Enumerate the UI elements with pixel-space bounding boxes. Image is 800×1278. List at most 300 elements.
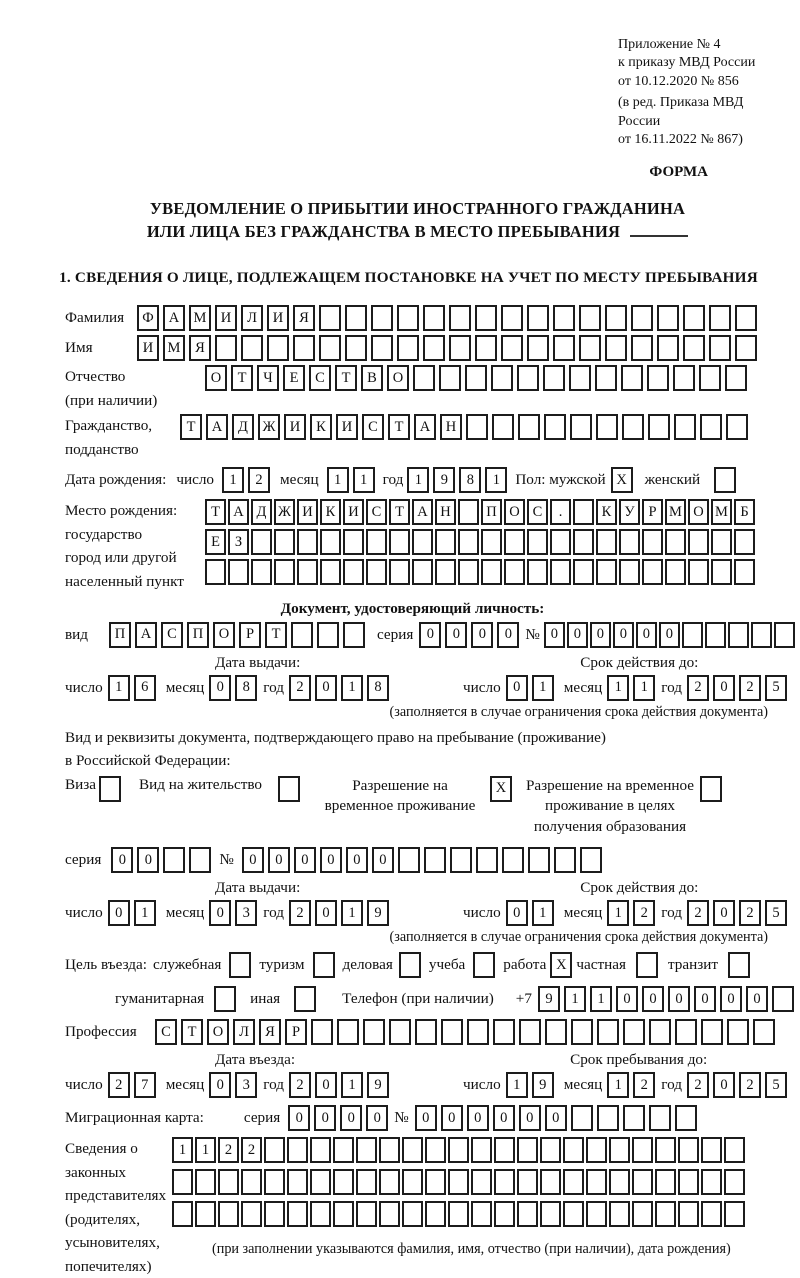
char-cell[interactable]: Л bbox=[241, 305, 263, 331]
char-cell[interactable] bbox=[609, 1137, 630, 1163]
char-cell[interactable] bbox=[319, 305, 341, 331]
char-cell[interactable]: 9 bbox=[532, 1072, 554, 1098]
char-cell[interactable] bbox=[596, 414, 618, 440]
char-cell[interactable]: К bbox=[596, 499, 617, 525]
char-cell[interactable]: 5 bbox=[765, 1072, 787, 1098]
char-cell[interactable] bbox=[517, 365, 539, 391]
char-cell[interactable] bbox=[545, 1019, 567, 1045]
char-cell[interactable] bbox=[218, 1169, 239, 1195]
char-cell[interactable] bbox=[458, 499, 479, 525]
char-cell[interactable] bbox=[356, 1137, 377, 1163]
char-cell[interactable] bbox=[623, 1019, 645, 1045]
char-cell[interactable] bbox=[682, 622, 703, 648]
char-cell[interactable] bbox=[705, 622, 726, 648]
char-cell[interactable]: П bbox=[109, 622, 131, 648]
char-cell[interactable]: 0 bbox=[111, 847, 133, 873]
char-cell[interactable]: 2 bbox=[687, 675, 709, 701]
char-cell[interactable] bbox=[678, 1201, 699, 1227]
purpose-other-checkbox[interactable] bbox=[294, 986, 316, 1012]
char-cell[interactable] bbox=[665, 559, 686, 585]
char-cell[interactable] bbox=[439, 365, 461, 391]
char-cell[interactable] bbox=[465, 365, 487, 391]
char-cell[interactable] bbox=[619, 559, 640, 585]
char-cell[interactable] bbox=[553, 335, 575, 361]
char-cell[interactable] bbox=[623, 1105, 645, 1131]
char-cell[interactable]: Ч bbox=[257, 365, 279, 391]
char-cell[interactable] bbox=[228, 559, 249, 585]
char-cell[interactable] bbox=[163, 847, 185, 873]
char-cell[interactable]: 0 bbox=[340, 1105, 362, 1131]
char-cell[interactable] bbox=[264, 1169, 285, 1195]
char-cell[interactable] bbox=[291, 622, 313, 648]
char-cell[interactable]: Р bbox=[642, 499, 663, 525]
char-cell[interactable]: 3 bbox=[235, 900, 257, 926]
char-cell[interactable] bbox=[540, 1137, 561, 1163]
purpose-work-checkbox[interactable]: X bbox=[550, 952, 572, 978]
char-cell[interactable] bbox=[389, 559, 410, 585]
char-cell[interactable]: 0 bbox=[467, 1105, 489, 1131]
char-cell[interactable]: 0 bbox=[268, 847, 290, 873]
char-cell[interactable]: 0 bbox=[545, 1105, 567, 1131]
char-cell[interactable]: 0 bbox=[294, 847, 316, 873]
char-cell[interactable]: М bbox=[189, 305, 211, 331]
char-cell[interactable] bbox=[751, 622, 772, 648]
char-cell[interactable] bbox=[435, 529, 456, 555]
char-cell[interactable]: А bbox=[228, 499, 249, 525]
char-cell[interactable] bbox=[579, 335, 601, 361]
char-cell[interactable] bbox=[481, 529, 502, 555]
char-cell[interactable]: 2 bbox=[289, 675, 311, 701]
char-cell[interactable] bbox=[274, 559, 295, 585]
char-cell[interactable]: . bbox=[550, 499, 571, 525]
char-cell[interactable] bbox=[241, 1201, 262, 1227]
char-cell[interactable]: 0 bbox=[320, 847, 342, 873]
purpose-study-checkbox[interactable] bbox=[473, 952, 495, 978]
char-cell[interactable]: 0 bbox=[288, 1105, 310, 1131]
char-cell[interactable] bbox=[297, 529, 318, 555]
char-cell[interactable] bbox=[709, 335, 731, 361]
char-cell[interactable] bbox=[550, 529, 571, 555]
char-cell[interactable]: Б bbox=[734, 499, 755, 525]
char-cell[interactable]: П bbox=[481, 499, 502, 525]
char-cell[interactable] bbox=[471, 1137, 492, 1163]
char-cell[interactable] bbox=[573, 529, 594, 555]
char-cell[interactable]: 0 bbox=[315, 900, 337, 926]
char-cell[interactable]: 2 bbox=[633, 1072, 655, 1098]
char-cell[interactable] bbox=[356, 1201, 377, 1227]
char-cell[interactable] bbox=[491, 365, 513, 391]
char-cell[interactable]: 1 bbox=[353, 467, 375, 493]
char-cell[interactable]: Т bbox=[265, 622, 287, 648]
char-cell[interactable] bbox=[596, 559, 617, 585]
char-cell[interactable] bbox=[683, 305, 705, 331]
char-cell[interactable]: 2 bbox=[289, 900, 311, 926]
char-cell[interactable] bbox=[573, 559, 594, 585]
char-cell[interactable] bbox=[251, 529, 272, 555]
char-cell[interactable] bbox=[569, 365, 591, 391]
char-cell[interactable] bbox=[320, 529, 341, 555]
char-cell[interactable]: 0 bbox=[366, 1105, 388, 1131]
char-cell[interactable]: 0 bbox=[746, 986, 768, 1012]
char-cell[interactable] bbox=[622, 414, 644, 440]
char-cell[interactable] bbox=[649, 1105, 671, 1131]
char-cell[interactable]: 5 bbox=[765, 900, 787, 926]
char-cell[interactable] bbox=[467, 1019, 489, 1045]
char-cell[interactable]: 9 bbox=[367, 900, 389, 926]
char-cell[interactable]: 2 bbox=[289, 1072, 311, 1098]
char-cell[interactable] bbox=[683, 335, 705, 361]
char-cell[interactable]: 1 bbox=[407, 467, 429, 493]
char-cell[interactable] bbox=[540, 1201, 561, 1227]
char-cell[interactable]: О bbox=[207, 1019, 229, 1045]
char-cell[interactable] bbox=[504, 529, 525, 555]
char-cell[interactable]: К bbox=[310, 414, 332, 440]
char-cell[interactable] bbox=[570, 414, 592, 440]
char-cell[interactable]: 1 bbox=[532, 675, 554, 701]
char-cell[interactable]: 1 bbox=[590, 986, 612, 1012]
char-cell[interactable] bbox=[596, 529, 617, 555]
char-cell[interactable]: 2 bbox=[218, 1137, 239, 1163]
char-cell[interactable] bbox=[287, 1137, 308, 1163]
char-cell[interactable] bbox=[632, 1137, 653, 1163]
char-cell[interactable] bbox=[356, 1169, 377, 1195]
char-cell[interactable]: Ж bbox=[258, 414, 280, 440]
char-cell[interactable]: Е bbox=[283, 365, 305, 391]
char-cell[interactable] bbox=[631, 305, 653, 331]
char-cell[interactable] bbox=[458, 559, 479, 585]
char-cell[interactable]: И bbox=[267, 305, 289, 331]
char-cell[interactable] bbox=[501, 335, 523, 361]
char-cell[interactable]: Т bbox=[389, 499, 410, 525]
char-cell[interactable] bbox=[172, 1201, 193, 1227]
char-cell[interactable]: С bbox=[161, 622, 183, 648]
char-cell[interactable]: Р bbox=[239, 622, 261, 648]
char-cell[interactable]: 2 bbox=[248, 467, 270, 493]
char-cell[interactable]: 3 bbox=[235, 1072, 257, 1098]
char-cell[interactable]: 0 bbox=[314, 1105, 336, 1131]
char-cell[interactable] bbox=[678, 1169, 699, 1195]
char-cell[interactable] bbox=[675, 1019, 697, 1045]
char-cell[interactable]: 0 bbox=[315, 1072, 337, 1098]
char-cell[interactable]: 2 bbox=[108, 1072, 130, 1098]
char-cell[interactable]: 9 bbox=[433, 467, 455, 493]
char-cell[interactable]: А bbox=[412, 499, 433, 525]
char-cell[interactable] bbox=[423, 335, 445, 361]
char-cell[interactable]: 1 bbox=[341, 1072, 363, 1098]
char-cell[interactable] bbox=[701, 1137, 722, 1163]
char-cell[interactable]: 2 bbox=[633, 900, 655, 926]
residence-permit-checkbox[interactable] bbox=[278, 776, 300, 802]
char-cell[interactable] bbox=[379, 1169, 400, 1195]
char-cell[interactable] bbox=[274, 529, 295, 555]
char-cell[interactable]: 0 bbox=[694, 986, 716, 1012]
char-cell[interactable] bbox=[550, 559, 571, 585]
char-cell[interactable]: У bbox=[619, 499, 640, 525]
char-cell[interactable]: Т bbox=[181, 1019, 203, 1045]
char-cell[interactable]: Я bbox=[293, 305, 315, 331]
char-cell[interactable] bbox=[379, 1201, 400, 1227]
char-cell[interactable] bbox=[621, 365, 643, 391]
char-cell[interactable]: Я bbox=[259, 1019, 281, 1045]
char-cell[interactable] bbox=[735, 335, 757, 361]
char-cell[interactable]: 7 bbox=[134, 1072, 156, 1098]
char-cell[interactable]: 0 bbox=[209, 675, 231, 701]
char-cell[interactable] bbox=[345, 305, 367, 331]
char-cell[interactable] bbox=[195, 1169, 216, 1195]
char-cell[interactable]: 1 bbox=[607, 1072, 629, 1098]
char-cell[interactable] bbox=[517, 1201, 538, 1227]
char-cell[interactable] bbox=[448, 1169, 469, 1195]
char-cell[interactable] bbox=[711, 529, 732, 555]
char-cell[interactable] bbox=[413, 365, 435, 391]
char-cell[interactable] bbox=[310, 1201, 331, 1227]
char-cell[interactable] bbox=[333, 1201, 354, 1227]
char-cell[interactable] bbox=[554, 847, 576, 873]
char-cell[interactable]: А bbox=[163, 305, 185, 331]
char-cell[interactable]: 5 bbox=[765, 675, 787, 701]
char-cell[interactable] bbox=[632, 1169, 653, 1195]
char-cell[interactable]: С bbox=[309, 365, 331, 391]
char-cell[interactable] bbox=[701, 1019, 723, 1045]
char-cell[interactable]: 0 bbox=[415, 1105, 437, 1131]
char-cell[interactable]: Ф bbox=[137, 305, 159, 331]
char-cell[interactable]: Ж bbox=[274, 499, 295, 525]
char-cell[interactable] bbox=[597, 1019, 619, 1045]
char-cell[interactable] bbox=[371, 335, 393, 361]
char-cell[interactable] bbox=[675, 1105, 697, 1131]
char-cell[interactable] bbox=[597, 1105, 619, 1131]
char-cell[interactable] bbox=[415, 1019, 437, 1045]
char-cell[interactable]: Я bbox=[189, 335, 211, 361]
char-cell[interactable]: П bbox=[187, 622, 209, 648]
char-cell[interactable]: К bbox=[320, 499, 341, 525]
char-cell[interactable] bbox=[402, 1201, 423, 1227]
char-cell[interactable] bbox=[494, 1169, 515, 1195]
char-cell[interactable]: 0 bbox=[445, 622, 467, 648]
char-cell[interactable] bbox=[241, 335, 263, 361]
char-cell[interactable] bbox=[609, 1169, 630, 1195]
char-cell[interactable]: 2 bbox=[687, 1072, 709, 1098]
sex-male-checkbox[interactable]: X bbox=[611, 467, 633, 493]
char-cell[interactable] bbox=[501, 305, 523, 331]
char-cell[interactable]: Н bbox=[435, 499, 456, 525]
purpose-transit-checkbox[interactable] bbox=[728, 952, 750, 978]
char-cell[interactable] bbox=[619, 529, 640, 555]
char-cell[interactable] bbox=[517, 1137, 538, 1163]
char-cell[interactable] bbox=[688, 559, 709, 585]
char-cell[interactable]: 1 bbox=[485, 467, 507, 493]
char-cell[interactable] bbox=[493, 1019, 515, 1045]
char-cell[interactable]: З bbox=[228, 529, 249, 555]
char-cell[interactable] bbox=[504, 559, 525, 585]
char-cell[interactable] bbox=[494, 1137, 515, 1163]
char-cell[interactable]: 0 bbox=[616, 986, 638, 1012]
char-cell[interactable] bbox=[449, 305, 471, 331]
char-cell[interactable] bbox=[397, 335, 419, 361]
char-cell[interactable] bbox=[402, 1169, 423, 1195]
char-cell[interactable] bbox=[441, 1019, 463, 1045]
purpose-humanitarian-checkbox[interactable] bbox=[214, 986, 236, 1012]
char-cell[interactable]: М bbox=[711, 499, 732, 525]
char-cell[interactable]: 0 bbox=[590, 622, 611, 648]
char-cell[interactable] bbox=[494, 1201, 515, 1227]
char-cell[interactable]: 0 bbox=[668, 986, 690, 1012]
char-cell[interactable]: 2 bbox=[241, 1137, 262, 1163]
char-cell[interactable]: 0 bbox=[713, 675, 735, 701]
char-cell[interactable] bbox=[543, 365, 565, 391]
char-cell[interactable] bbox=[700, 414, 722, 440]
char-cell[interactable]: 0 bbox=[137, 847, 159, 873]
char-cell[interactable]: 1 bbox=[222, 467, 244, 493]
char-cell[interactable] bbox=[205, 559, 226, 585]
char-cell[interactable] bbox=[571, 1019, 593, 1045]
char-cell[interactable]: Т bbox=[205, 499, 226, 525]
char-cell[interactable] bbox=[310, 1169, 331, 1195]
char-cell[interactable]: 0 bbox=[372, 847, 394, 873]
char-cell[interactable] bbox=[595, 365, 617, 391]
char-cell[interactable] bbox=[527, 529, 548, 555]
char-cell[interactable] bbox=[678, 1137, 699, 1163]
char-cell[interactable]: Д bbox=[251, 499, 272, 525]
char-cell[interactable] bbox=[609, 1201, 630, 1227]
char-cell[interactable] bbox=[475, 305, 497, 331]
char-cell[interactable] bbox=[527, 305, 549, 331]
char-cell[interactable] bbox=[699, 365, 721, 391]
char-cell[interactable] bbox=[425, 1137, 446, 1163]
char-cell[interactable]: 0 bbox=[108, 900, 130, 926]
char-cell[interactable]: 0 bbox=[519, 1105, 541, 1131]
char-cell[interactable]: О bbox=[205, 365, 227, 391]
char-cell[interactable]: 1 bbox=[506, 1072, 528, 1098]
purpose-tourism-checkbox[interactable] bbox=[313, 952, 335, 978]
char-cell[interactable] bbox=[724, 1201, 745, 1227]
char-cell[interactable] bbox=[215, 335, 237, 361]
char-cell[interactable]: 9 bbox=[538, 986, 560, 1012]
char-cell[interactable]: 1 bbox=[532, 900, 554, 926]
char-cell[interactable]: 0 bbox=[613, 622, 634, 648]
char-cell[interactable]: И bbox=[343, 499, 364, 525]
char-cell[interactable] bbox=[241, 1169, 262, 1195]
char-cell[interactable]: 0 bbox=[346, 847, 368, 873]
char-cell[interactable]: 0 bbox=[659, 622, 680, 648]
char-cell[interactable] bbox=[647, 365, 669, 391]
char-cell[interactable]: Р bbox=[285, 1019, 307, 1045]
char-cell[interactable]: О bbox=[213, 622, 235, 648]
char-cell[interactable] bbox=[519, 1019, 541, 1045]
char-cell[interactable] bbox=[319, 335, 341, 361]
char-cell[interactable]: 1 bbox=[564, 986, 586, 1012]
char-cell[interactable]: М bbox=[665, 499, 686, 525]
char-cell[interactable] bbox=[471, 1201, 492, 1227]
char-cell[interactable]: 8 bbox=[459, 467, 481, 493]
char-cell[interactable] bbox=[701, 1201, 722, 1227]
char-cell[interactable]: 0 bbox=[497, 622, 519, 648]
char-cell[interactable]: 1 bbox=[134, 900, 156, 926]
char-cell[interactable] bbox=[734, 529, 755, 555]
char-cell[interactable] bbox=[632, 1201, 653, 1227]
char-cell[interactable] bbox=[189, 847, 211, 873]
char-cell[interactable] bbox=[605, 305, 627, 331]
char-cell[interactable] bbox=[320, 559, 341, 585]
char-cell[interactable]: 9 bbox=[367, 1072, 389, 1098]
char-cell[interactable] bbox=[343, 529, 364, 555]
char-cell[interactable] bbox=[424, 847, 446, 873]
char-cell[interactable] bbox=[727, 1019, 749, 1045]
char-cell[interactable] bbox=[481, 559, 502, 585]
char-cell[interactable] bbox=[264, 1137, 285, 1163]
char-cell[interactable] bbox=[297, 559, 318, 585]
char-cell[interactable] bbox=[579, 305, 601, 331]
char-cell[interactable] bbox=[563, 1137, 584, 1163]
char-cell[interactable] bbox=[528, 847, 550, 873]
char-cell[interactable]: 0 bbox=[720, 986, 742, 1012]
char-cell[interactable] bbox=[725, 365, 747, 391]
char-cell[interactable] bbox=[475, 335, 497, 361]
char-cell[interactable]: 1 bbox=[327, 467, 349, 493]
char-cell[interactable] bbox=[544, 414, 566, 440]
char-cell[interactable] bbox=[527, 559, 548, 585]
char-cell[interactable] bbox=[726, 414, 748, 440]
char-cell[interactable] bbox=[527, 335, 549, 361]
char-cell[interactable]: 0 bbox=[636, 622, 657, 648]
char-cell[interactable]: 8 bbox=[235, 675, 257, 701]
char-cell[interactable] bbox=[471, 1169, 492, 1195]
char-cell[interactable] bbox=[337, 1019, 359, 1045]
char-cell[interactable] bbox=[655, 1137, 676, 1163]
char-cell[interactable]: 2 bbox=[739, 1072, 761, 1098]
char-cell[interactable]: 0 bbox=[506, 675, 528, 701]
char-cell[interactable]: 1 bbox=[172, 1137, 193, 1163]
char-cell[interactable] bbox=[425, 1169, 446, 1195]
char-cell[interactable] bbox=[345, 335, 367, 361]
char-cell[interactable]: 1 bbox=[108, 675, 130, 701]
char-cell[interactable] bbox=[563, 1201, 584, 1227]
char-cell[interactable] bbox=[412, 559, 433, 585]
char-cell[interactable] bbox=[631, 335, 653, 361]
char-cell[interactable] bbox=[517, 1169, 538, 1195]
char-cell[interactable]: О bbox=[504, 499, 525, 525]
char-cell[interactable] bbox=[774, 622, 795, 648]
char-cell[interactable] bbox=[218, 1201, 239, 1227]
char-cell[interactable]: 1 bbox=[341, 900, 363, 926]
char-cell[interactable] bbox=[458, 529, 479, 555]
char-cell[interactable]: О bbox=[688, 499, 709, 525]
char-cell[interactable] bbox=[333, 1137, 354, 1163]
char-cell[interactable] bbox=[571, 1105, 593, 1131]
char-cell[interactable] bbox=[476, 847, 498, 873]
char-cell[interactable] bbox=[709, 305, 731, 331]
char-cell[interactable] bbox=[502, 847, 524, 873]
char-cell[interactable]: С bbox=[366, 499, 387, 525]
char-cell[interactable] bbox=[753, 1019, 775, 1045]
char-cell[interactable] bbox=[363, 1019, 385, 1045]
char-cell[interactable] bbox=[435, 559, 456, 585]
char-cell[interactable]: 1 bbox=[195, 1137, 216, 1163]
char-cell[interactable] bbox=[724, 1137, 745, 1163]
char-cell[interactable] bbox=[518, 414, 540, 440]
char-cell[interactable] bbox=[311, 1019, 333, 1045]
char-cell[interactable] bbox=[379, 1137, 400, 1163]
char-cell[interactable]: 0 bbox=[713, 1072, 735, 1098]
char-cell[interactable] bbox=[466, 414, 488, 440]
char-cell[interactable]: М bbox=[163, 335, 185, 361]
char-cell[interactable] bbox=[448, 1201, 469, 1227]
char-cell[interactable] bbox=[735, 305, 757, 331]
char-cell[interactable] bbox=[397, 305, 419, 331]
char-cell[interactable] bbox=[580, 847, 602, 873]
char-cell[interactable]: 2 bbox=[739, 900, 761, 926]
char-cell[interactable] bbox=[366, 559, 387, 585]
